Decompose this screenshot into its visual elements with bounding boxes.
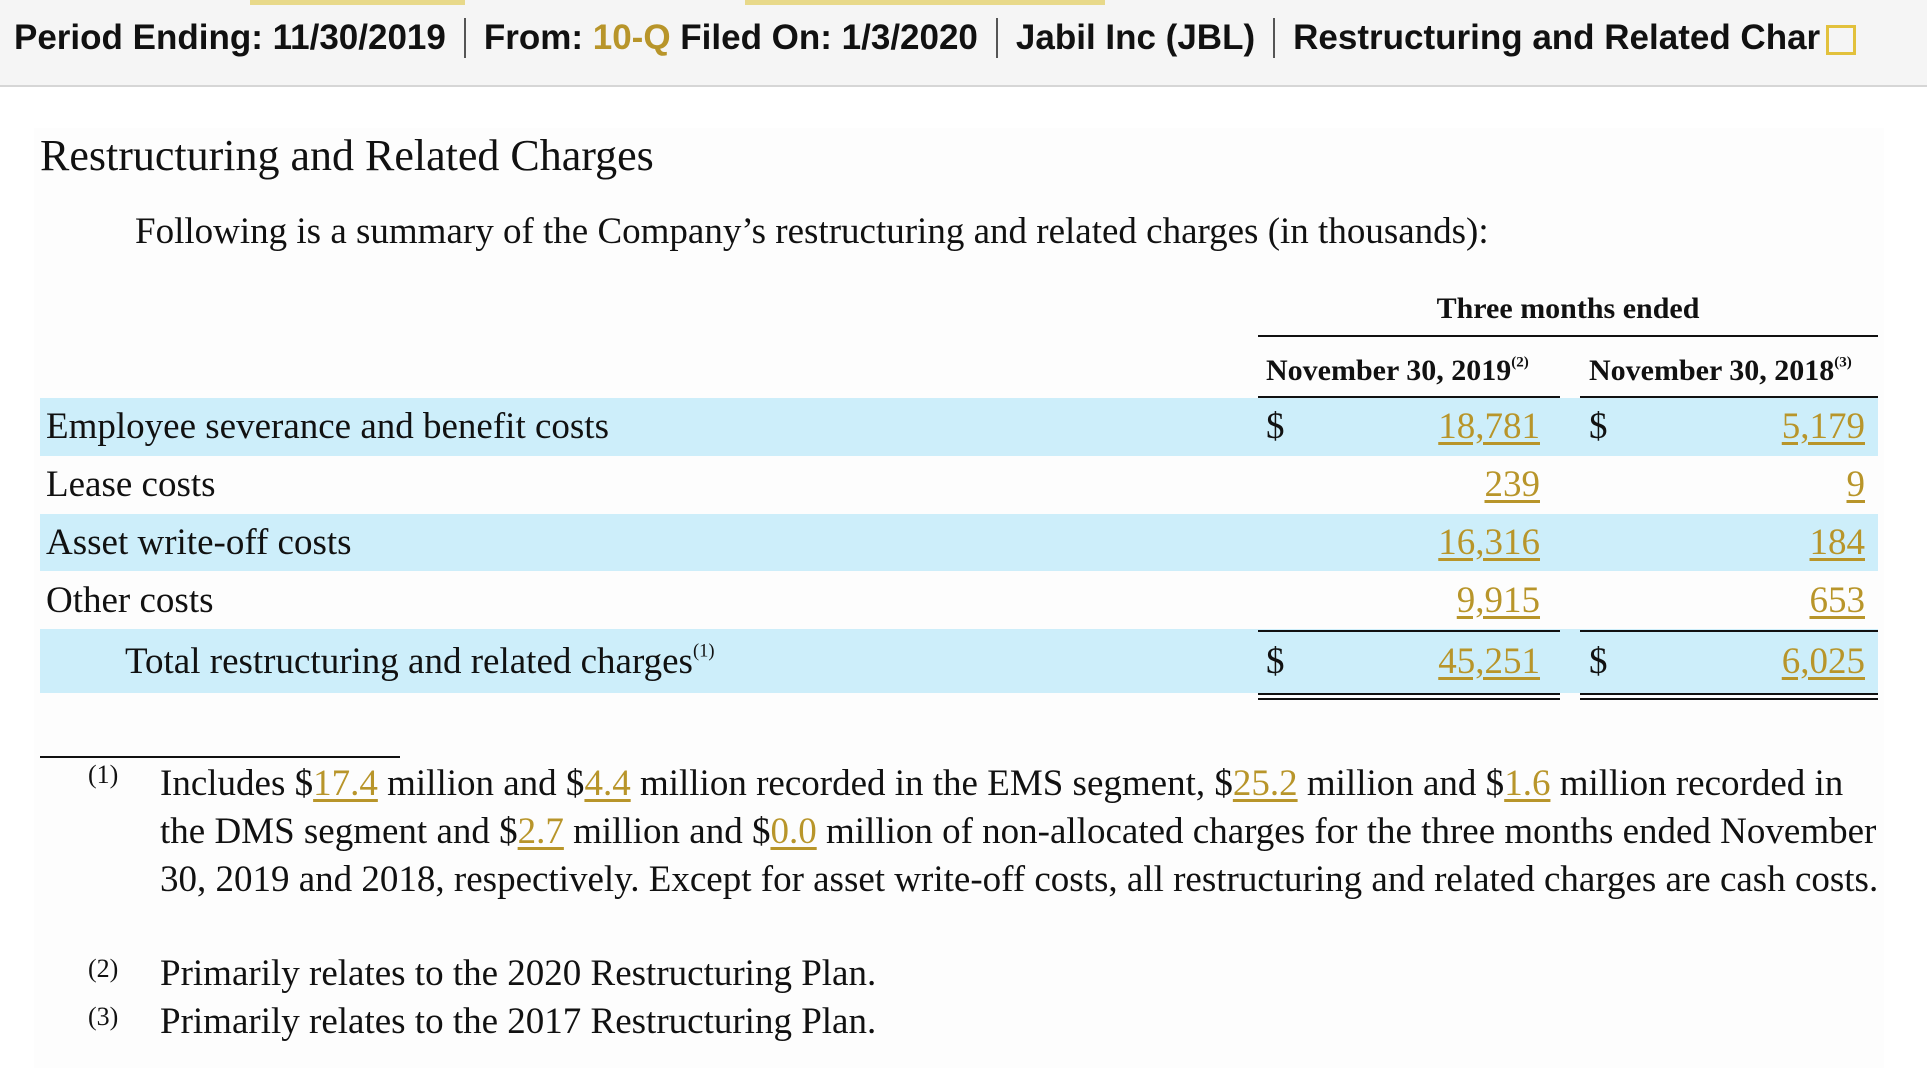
currency-symbol: $ [1266,641,1285,682]
table-cell [1300,463,1540,506]
header-divider [1273,18,1275,58]
total-double-rule [1258,698,1560,700]
value-link[interactable]: 184 [1809,522,1865,563]
table-cell [1620,579,1865,622]
footnote-mark: (2) [88,954,119,983]
table-cell [1620,463,1865,506]
intro-text: Following is a summary of the Company’s restructuring and related charges (in thousands): [135,211,1489,252]
table-cell [1300,405,1540,448]
from-label: From: [483,18,583,57]
value-link[interactable]: 0.0 [770,811,817,852]
content-panel [34,128,1884,1068]
header-accent [250,0,465,5]
currency-symbol: $ [1589,406,1608,447]
header-divider [464,18,466,58]
form-type-link[interactable]: 10-Q [592,18,671,57]
column-header-2019: November 30, 2019$^{(2)}$ [1266,354,1529,387]
value-link[interactable]: 653 [1809,580,1865,621]
footnote-mark: (1) [88,760,119,789]
value-link[interactable]: 2.7 [517,811,564,852]
filing-source [484,18,978,58]
section-title: Restructuring and Related Char [1293,18,1821,57]
footnote-mark: (3) [88,1002,119,1031]
company-name: Jabil Inc (JBL) [1015,18,1256,57]
table-cell [1300,521,1540,564]
row-label: Employee severance and benefit costs [46,406,609,447]
header-divider [996,18,998,58]
subtotal-rule [1258,630,1560,632]
period-ending: Period Ending: 11/30/2019 [14,18,446,57]
header-rule [1258,335,1878,337]
subtotal-rule [1580,630,1878,632]
value-link[interactable]: 17.4 [313,763,378,804]
header-fade [1867,5,1927,85]
currency-symbol: $ [1589,641,1608,682]
value-link[interactable]: 239 [1484,464,1540,505]
currency-symbol: $ [1266,406,1285,447]
value-link[interactable]: 5,179 [1781,406,1865,447]
total-double-rule [1258,693,1560,695]
row-label: Lease costs [46,464,216,505]
value-link[interactable]: 45,251 [1438,641,1540,682]
value-link[interactable]: 16,316 [1438,522,1540,563]
filing-header-bar [0,0,1927,87]
total-double-rule [1580,693,1878,695]
table-cell [1300,579,1540,622]
value-link[interactable]: 9 [1846,464,1865,505]
header-accent [745,0,1105,5]
table-cell [1620,521,1865,564]
column-header-2018: November 30, 2018$^{(3)}$ [1589,354,1852,387]
footnote-rule [40,756,400,758]
total-row-label: Total restructuring and related charges$^{(1)}$ [125,641,715,682]
filed-on-date: Filed On: 1/3/2020 [680,18,978,57]
value-link[interactable]: 18,781 [1438,406,1540,447]
value-link[interactable]: 6,025 [1781,641,1865,682]
value-link[interactable]: 1.6 [1504,763,1551,804]
page-title: Restructuring and Related Charges [40,131,654,180]
total-double-rule [1580,698,1878,700]
footnote-3: Primarily relates to the 2017 Restructuring Plan. [160,1001,877,1042]
table-cell [1620,405,1865,448]
footnote-2: Primarily relates to the 2020 Restructuring Plan. [160,953,877,994]
table-cell [1620,640,1865,683]
value-link[interactable]: 25.2 [1232,763,1298,804]
row-label: Other costs [46,580,214,621]
value-link[interactable]: 9,915 [1456,580,1540,621]
row-label: Asset write-off costs [46,522,352,563]
table-cell [1300,640,1540,683]
footnote-1: Includes $17.4 million and $4.4 million recorded in the EMS segment, $25.2 million and $1.6 million recorded in the DMS segment and $2.7 million and $0.0 million of non-allocated charges for the three months ended November 30, 2019 and 2018, respectively. Except for asset write-off costs, all restructuring and related charges are cash costs. [160,763,1879,900]
value-link[interactable]: 4.4 [584,763,631,804]
group-column-header: Three months ended [1436,292,1700,325]
expand-icon[interactable] [1826,25,1856,55]
